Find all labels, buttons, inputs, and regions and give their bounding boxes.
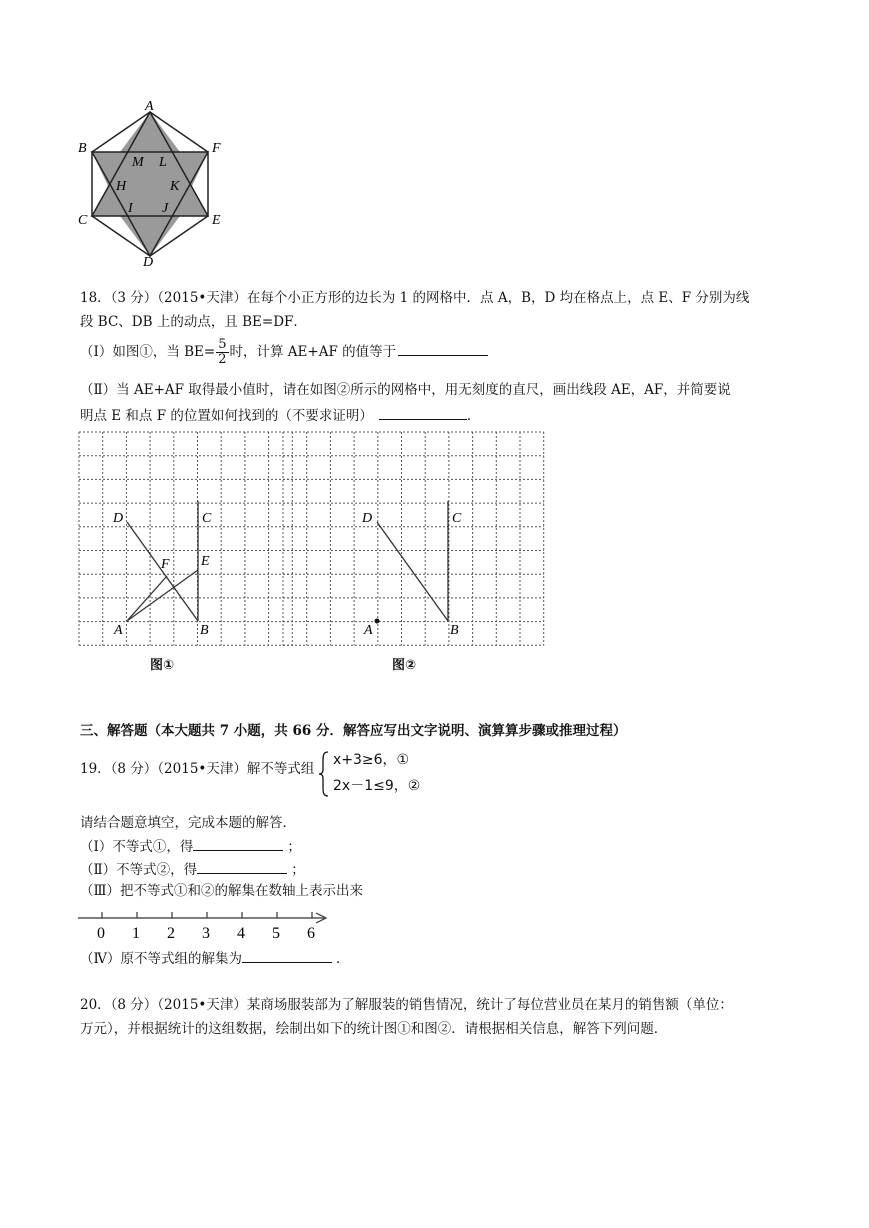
label-J: J bbox=[162, 201, 169, 216]
label-F: F bbox=[161, 557, 170, 572]
answer-blank[interactable] bbox=[193, 836, 283, 851]
label-B: B bbox=[78, 141, 87, 156]
answer-blank[interactable] bbox=[398, 341, 488, 356]
q18-part1-pre: （Ⅰ）如图①，当 BE= bbox=[80, 344, 216, 360]
inequality-1: x+3≥6，① bbox=[333, 752, 410, 768]
label-B: B bbox=[200, 623, 209, 638]
number-line bbox=[76, 906, 336, 946]
label-L: L bbox=[159, 155, 167, 170]
inequality-2: 2x－1≤9，② bbox=[333, 778, 421, 794]
fig2-caption: 图② bbox=[392, 658, 417, 673]
q18-part1-post: 时，计算 AE+AF 的值等于 bbox=[229, 344, 397, 360]
fraction-denominator: 2 bbox=[218, 352, 227, 367]
label-K: K bbox=[170, 179, 180, 194]
q18-part2-line2 bbox=[80, 405, 480, 425]
label-C: C bbox=[202, 511, 212, 526]
hexagram-figure bbox=[70, 100, 230, 270]
label-C: C bbox=[78, 213, 88, 228]
q19-part2-end: ； bbox=[291, 862, 305, 878]
q19-part2-text: （Ⅱ）不等式②，得 bbox=[80, 862, 198, 878]
label-D: D bbox=[362, 511, 373, 526]
label-M: M bbox=[132, 155, 144, 170]
label-D: D bbox=[113, 511, 124, 526]
grid-lines bbox=[79, 432, 292, 645]
q18-part2-end: ． bbox=[466, 408, 481, 424]
q18-part1 bbox=[80, 335, 488, 369]
q19-intro: 请结合题意填空，完成本题的解答． bbox=[80, 815, 296, 831]
answer-blank[interactable] bbox=[197, 859, 287, 874]
label-I: I bbox=[128, 201, 133, 216]
segment-AF bbox=[127, 576, 167, 621]
q19-part1 bbox=[80, 836, 301, 856]
tick-label: 4 bbox=[237, 925, 245, 942]
tick-label: 0 bbox=[97, 925, 105, 942]
q18-part2-line1: （Ⅱ）当 AE+AF 取得最小值时，请在如图②所示的网格中，用无刻度的直尺，画出线段 AE，AF，并简要说 bbox=[80, 382, 731, 398]
q20-line2: 万元），并根据统计的这组数据，绘制出如下的统计图①和图②．请根据相关信息，解答下列问题． bbox=[80, 1021, 668, 1037]
left-brace bbox=[318, 750, 330, 798]
point-A bbox=[375, 619, 380, 624]
q19-part2 bbox=[80, 859, 305, 879]
fraction-numerator: 5 bbox=[218, 337, 227, 352]
q18-head2: 段 BC、DB 上的动点，且 BE=DF． bbox=[80, 314, 307, 330]
label-H: H bbox=[116, 179, 127, 194]
label-A: A bbox=[114, 623, 123, 638]
tick-label: 3 bbox=[202, 925, 210, 942]
label-C: C bbox=[452, 511, 462, 526]
q18-part2-text: 明点 E 和点 F 的位置如何找到的（不要求证明） bbox=[80, 408, 373, 424]
q19-part4-end: ． bbox=[336, 951, 350, 967]
answer-blank[interactable] bbox=[242, 948, 332, 963]
q19-part4-text: （Ⅳ）原不等式组的解集为 bbox=[80, 951, 242, 967]
q18-head: 18．（3 分）（2015•天津）在每个小正方形的边长为 1 的网格中．点 A，B，D 均在格点上，点 E、F 分别为线 bbox=[80, 290, 750, 306]
q20-line1: 20．（8 分）（2015•天津）某商场服装部为了解服装的销售情况，统计了每位营业员在某月的销售额（单位： bbox=[80, 997, 733, 1013]
grid-lines bbox=[283, 432, 544, 645]
q19-part1-end: ； bbox=[287, 839, 301, 855]
grid-figure-1 bbox=[78, 430, 298, 650]
fig1-caption: 图① bbox=[150, 658, 175, 673]
fraction-5-2 bbox=[216, 338, 228, 367]
q19-part3: （Ⅲ）把不等式①和②的解集在数轴上表示出来 bbox=[80, 883, 364, 899]
label-A: A bbox=[364, 623, 373, 638]
section3-heading: 三、解答题（本大题共 7 小题，共 66 分．解答应写出文字说明、演算算步骤或推理过程） bbox=[80, 723, 627, 739]
grid-figure-2 bbox=[282, 430, 546, 650]
label-E: E bbox=[212, 213, 221, 228]
label-E: E bbox=[201, 554, 210, 569]
segment-DB bbox=[377, 522, 448, 621]
tick-label: 5 bbox=[272, 925, 280, 942]
tick-label: 1 bbox=[132, 925, 140, 942]
q19-head: 19．（8 分）（2015•天津）解不等式组 bbox=[80, 761, 315, 777]
q19-part1-text: （Ⅰ）不等式①，得 bbox=[80, 839, 194, 855]
segment-AE bbox=[127, 570, 198, 621]
label-B: B bbox=[450, 623, 459, 638]
label-D: D bbox=[143, 255, 154, 270]
label-A: A bbox=[145, 100, 154, 114]
tick-marks bbox=[97, 912, 315, 942]
q19-part4 bbox=[80, 948, 350, 968]
label-F: F bbox=[212, 141, 221, 156]
answer-blank[interactable] bbox=[379, 405, 467, 420]
tick-label: 6 bbox=[307, 925, 315, 942]
tick-label: 2 bbox=[167, 925, 175, 942]
